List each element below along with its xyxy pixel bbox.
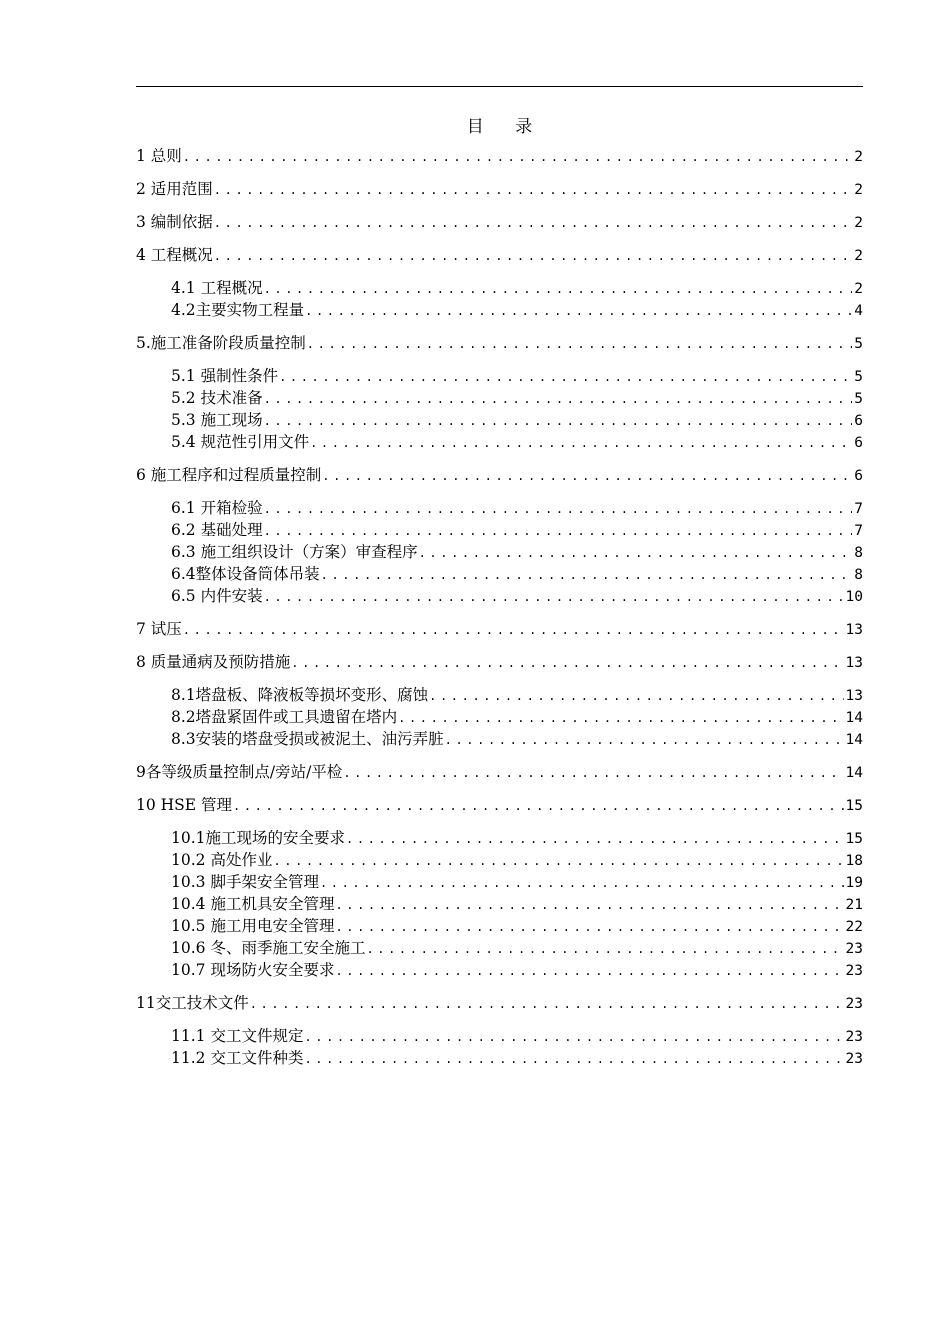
toc-entry[interactable] [136,212,863,234]
toc-entry-page: 14 [845,765,863,781]
toc-entry[interactable] [136,300,863,322]
table-of-contents [136,146,863,1070]
toc-entry-label: 10.4 施工机具安全管理 [171,895,335,913]
toc-entry-label: 10.2 高处作业 [171,851,273,869]
toc-entry[interactable] [136,1026,863,1048]
toc-entry-page: 19 [845,875,863,891]
toc-entry[interactable] [136,366,863,388]
toc-entry-label: 8.2塔盘紧固件或工具遗留在塔内 [171,708,398,726]
toc-dot-leader [309,433,852,454]
toc-dot-leader [263,587,844,608]
toc-dot-leader [304,301,852,322]
toc-entry-page: 23 [845,1051,863,1067]
toc-entry-page: 15 [845,831,863,847]
toc-entry-page: 7 [854,523,863,539]
toc-dot-leader [334,917,843,938]
toc-entry-page: 13 [845,622,863,638]
toc-dot-leader [263,279,853,300]
toc-dot-leader [334,961,843,982]
toc-entry-label: 5.2 技术准备 [171,389,263,407]
toc-entry[interactable] [136,707,863,729]
toc-entry[interactable] [136,432,863,454]
toc-dot-leader [342,763,843,784]
toc-entry-label: 5.3 施工现场 [171,411,263,429]
toc-dot-leader [213,213,852,234]
toc-entry[interactable] [136,410,863,432]
toc-dot-leader [428,686,843,707]
toc-entry-label: 10.7 现场防火安全要求 [171,961,335,979]
toc-dot-leader [213,246,852,267]
toc-dot-leader [182,620,844,641]
toc-entry[interactable] [136,388,863,410]
toc-entry-label: 11.1 交工文件规定 [171,1027,304,1045]
toc-entry-label: 11.2 交工文件种类 [171,1049,304,1067]
toc-entry-page: 8 [854,567,863,583]
toc-entry-page: 5 [854,336,863,352]
toc-dot-leader [345,829,844,850]
toc-entry[interactable] [136,245,863,267]
toc-entry[interactable] [136,685,863,707]
toc-dot-leader [303,1049,843,1070]
toc-entry[interactable] [136,850,863,872]
toc-entry-label: 6 施工程序和过程质量控制 [136,466,322,484]
toc-entry-label: 2 适用范围 [136,180,213,198]
toc-entry-label: 11交工技术文件 [136,994,249,1012]
toc-entry-label: 1 总则 [136,147,182,165]
toc-entry-page: 23 [845,941,863,957]
toc-entry-page: 13 [845,655,863,671]
toc-entry[interactable] [136,872,863,894]
toc-entry[interactable] [136,619,863,641]
toc-entry[interactable] [136,498,863,520]
toc-dot-leader [263,389,853,410]
toc-entry-label: 8.3安装的塔盘受损或被泥土、油污弄脏 [171,730,444,748]
toc-entry-label: 5.施工准备阶段质量控制 [136,334,306,352]
toc-entry-page: 10 [845,589,863,605]
toc-entry[interactable] [136,762,863,784]
toc-entry-label: 5.4 规范性引用文件 [171,433,310,451]
toc-entry[interactable] [136,146,863,168]
toc-entry[interactable] [136,564,863,586]
toc-entry[interactable] [136,586,863,608]
toc-entry-page: 2 [854,248,863,264]
toc-entry-page: 6 [854,435,863,451]
toc-entry[interactable] [136,465,863,487]
toc-entry-page: 6 [854,413,863,429]
toc-entry-label: 4 工程概况 [136,246,213,264]
toc-entry-label: 4.1 工程概况 [171,279,263,297]
toc-entry-page: 4 [854,303,863,319]
toc-entry-label: 5.1 强制性条件 [171,367,279,385]
toc-entry[interactable] [136,520,863,542]
toc-entry[interactable] [136,938,863,960]
toc-entry[interactable] [136,278,863,300]
toc-entry-page: 5 [854,391,863,407]
toc-entry[interactable] [136,916,863,938]
header-rule [136,86,863,87]
toc-entry[interactable] [136,1048,863,1070]
toc-entry[interactable] [136,333,863,355]
toc-entry-page: 8 [854,545,863,561]
toc-dot-leader [306,334,852,355]
toc-entry[interactable] [136,729,863,751]
toc-entry[interactable] [136,795,863,817]
toc-entry-page: 23 [845,1029,863,1045]
toc-dot-leader [303,1027,843,1048]
toc-entry-label: 10.1施工现场的安全要求 [171,829,346,847]
toc-entry-label: 10 HSE 管理 [136,796,233,814]
toc-entry-label: 10.3 脚手架安全管理 [171,873,319,891]
toc-dot-leader [334,895,843,916]
toc-dot-leader [319,873,844,894]
toc-entry-label: 4.2主要实物工程量 [171,301,305,319]
toc-entry-label: 9各等级质量控制点/旁站/平检 [136,763,343,781]
toc-entry-label: 6.2 基础处理 [171,521,263,539]
toc-entry-label: 6.5 内件安装 [171,587,263,605]
toc-dot-leader [444,730,844,751]
toc-dot-leader [249,994,844,1015]
toc-entry-label: 8.1塔盘板、降液板等损坏变形、腐蚀 [171,686,429,704]
toc-dot-leader [232,796,844,817]
toc-entry[interactable] [136,652,863,674]
toc-entry-page: 14 [845,732,863,748]
toc-entry-label: 6.3 施工组织设计（方案）审查程序 [171,543,418,561]
toc-entry-page: 2 [854,149,863,165]
toc-title: 目 录 [466,117,546,137]
toc-dot-leader [290,653,843,674]
toc-entry-page: 15 [845,798,863,814]
toc-dot-leader [213,180,852,201]
toc-entry-page: 18 [845,853,863,869]
toc-dot-leader [263,411,853,432]
toc-dot-leader [320,565,853,586]
toc-entry-page: 22 [845,919,863,935]
toc-entry-label: 7 试压 [136,620,182,638]
toc-entry-page: 14 [845,710,863,726]
toc-dot-leader [397,708,843,729]
toc-entry-page: 23 [845,963,863,979]
toc-dot-leader [418,543,853,564]
toc-entry-label: 6.1 开箱检验 [171,499,263,517]
toc-entry-label: 6.4整体设备筒体吊装 [171,565,320,583]
toc-entry-page: 2 [854,281,863,297]
toc-dot-leader [321,466,852,487]
toc-dot-leader [272,851,843,872]
toc-entry-label: 10.6 冬、雨季施工安全施工 [171,939,366,957]
toc-entry-page: 6 [854,468,863,484]
toc-entry-page: 13 [845,688,863,704]
toc-entry[interactable] [136,993,863,1015]
toc-entry[interactable] [136,894,863,916]
toc-entry[interactable] [136,828,863,850]
toc-dot-leader [263,499,853,520]
toc-entry-page: 23 [845,996,863,1012]
toc-dot-leader [365,939,843,960]
toc-entry-label: 10.5 施工用电安全管理 [171,917,335,935]
toc-entry-label: 3 编制依据 [136,213,213,231]
toc-entry-page: 5 [854,369,863,385]
toc-entry[interactable] [136,179,863,201]
toc-entry-page: 2 [854,215,863,231]
toc-entry-page: 21 [845,897,863,913]
toc-entry-page: 7 [854,501,863,517]
toc-dot-leader [182,147,852,168]
toc-entry[interactable] [136,960,863,982]
toc-entry-page: 2 [854,182,863,198]
toc-dot-leader [263,521,853,542]
toc-entry[interactable] [136,542,863,564]
toc-entry-label: 8 质量通病及预防措施 [136,653,291,671]
toc-dot-leader [278,367,852,388]
